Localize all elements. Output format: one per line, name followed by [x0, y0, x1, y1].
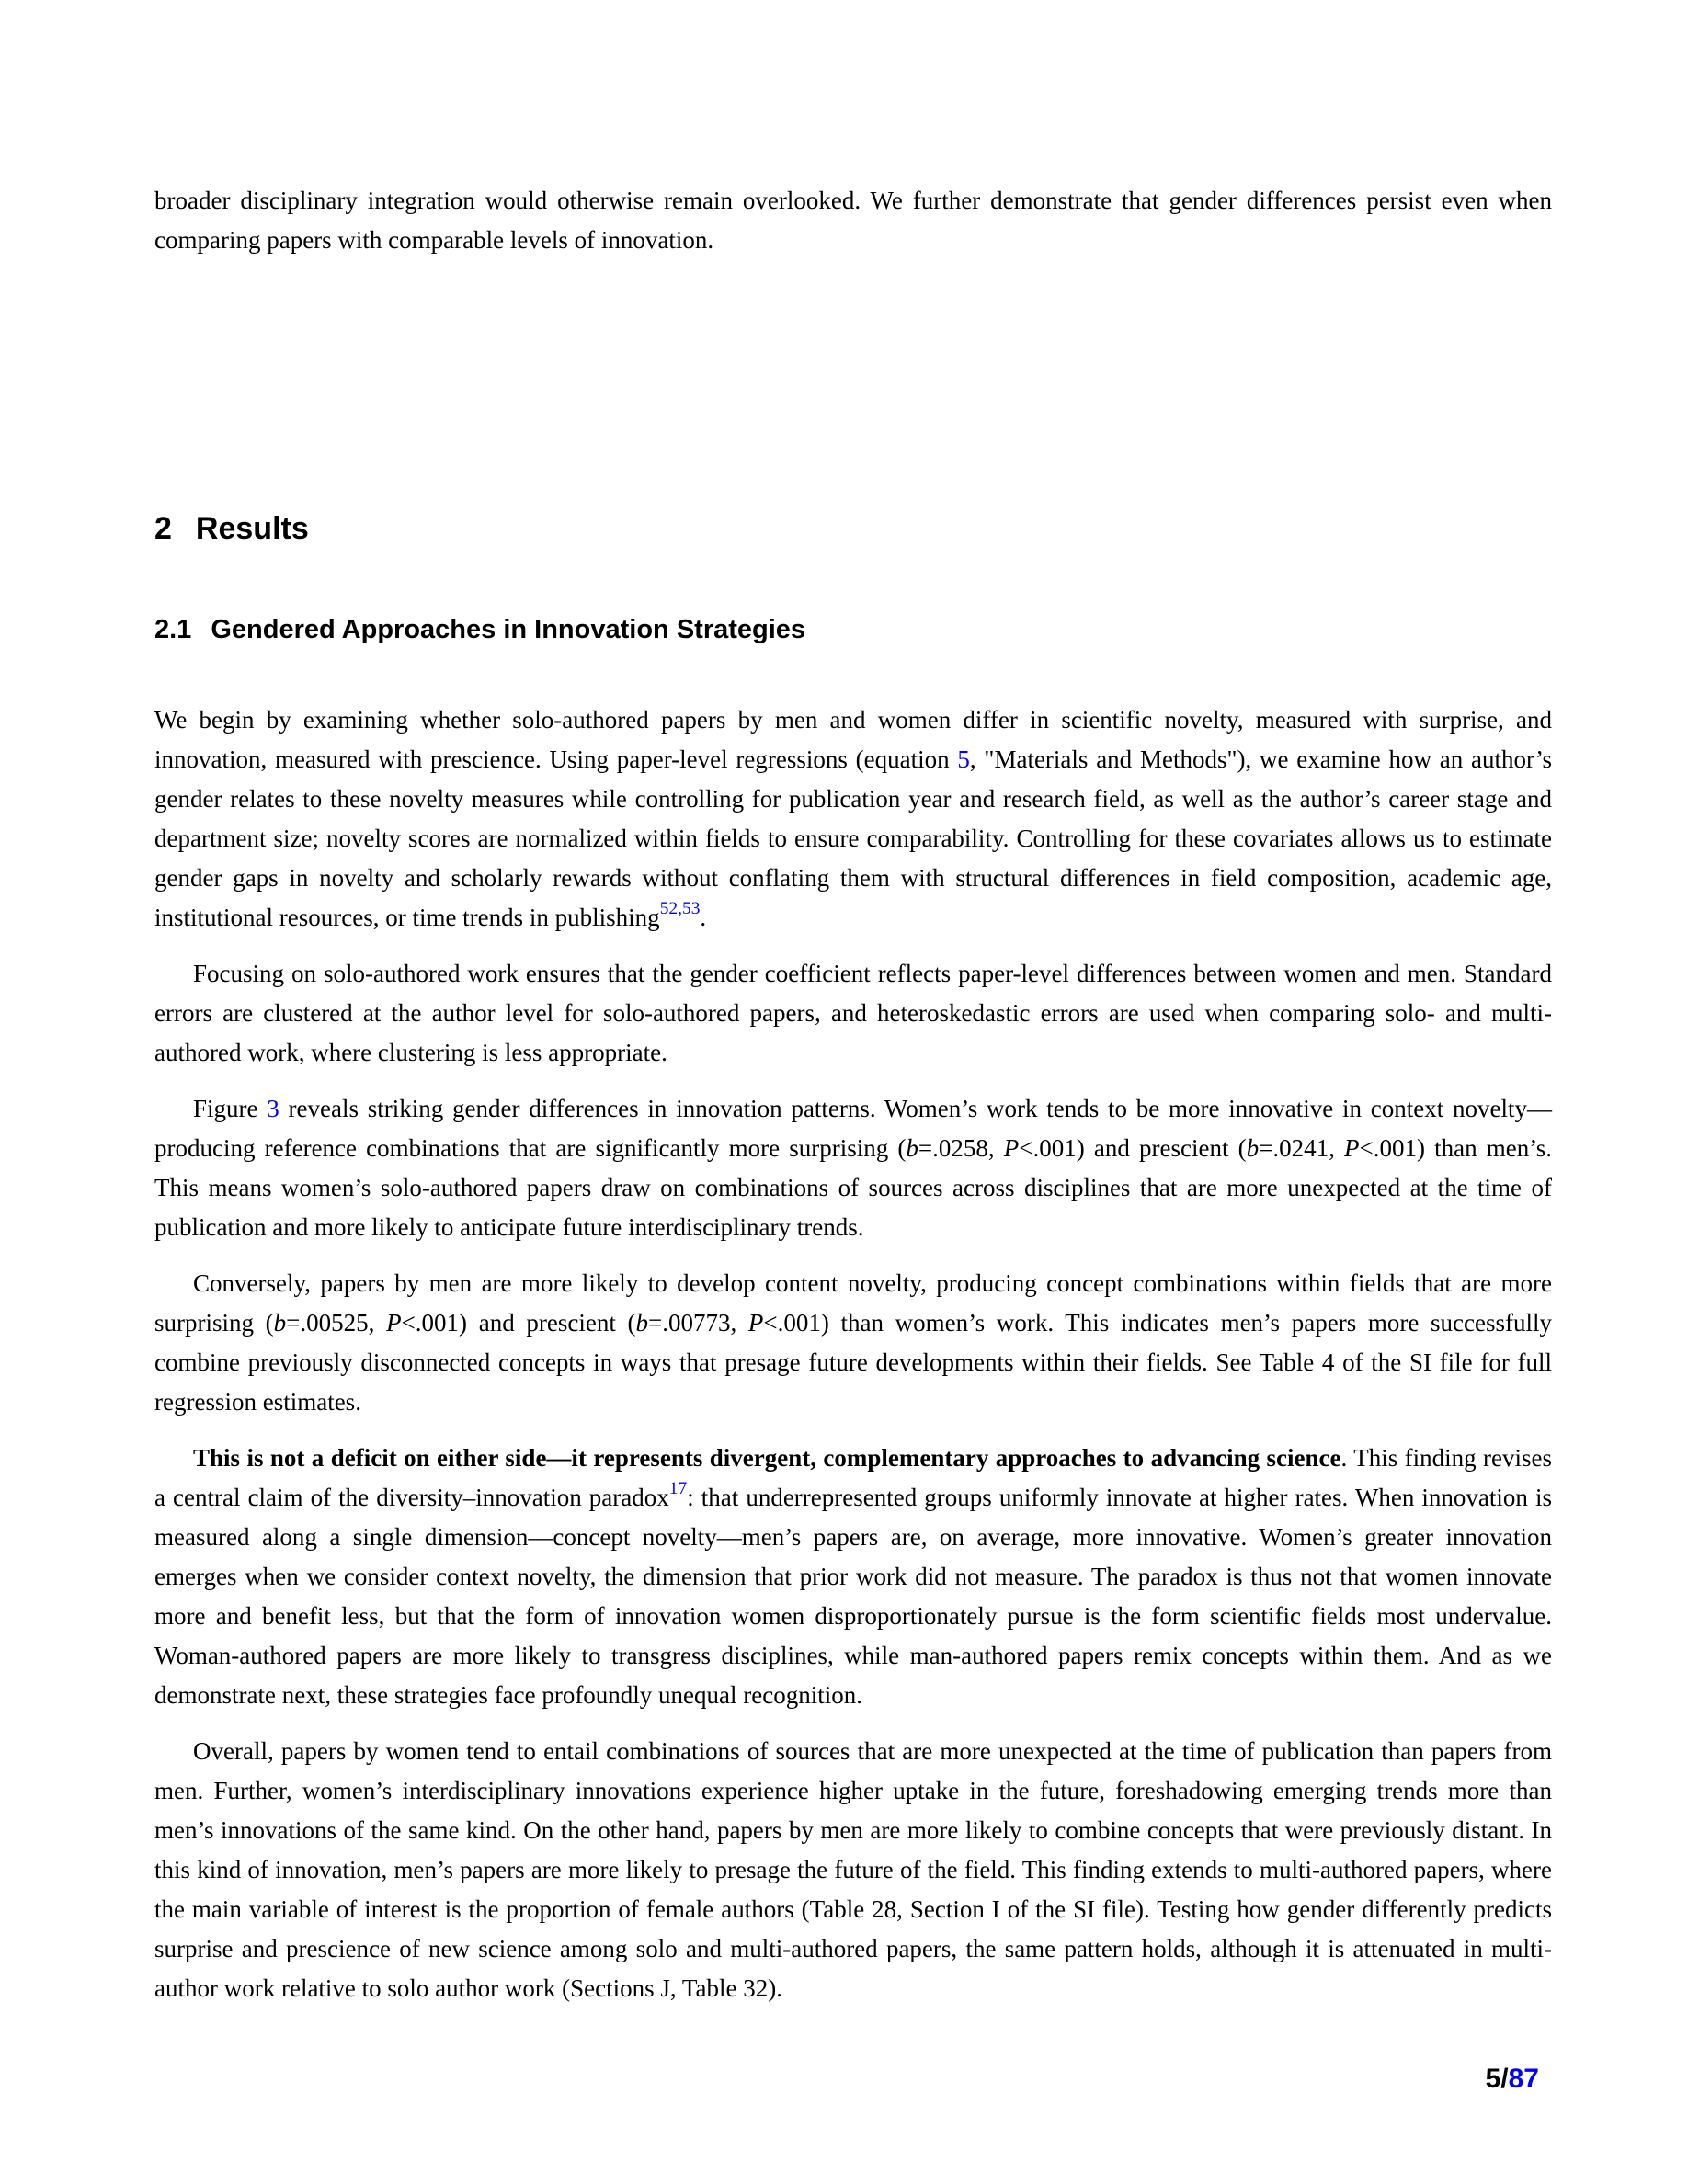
- equation-ref-link[interactable]: 5: [957, 745, 970, 773]
- italic-text: P: [386, 1309, 402, 1337]
- text-run: Figure: [193, 1095, 268, 1122]
- citation-link[interactable]: 17: [668, 1479, 688, 1499]
- text-run: : that underrepresented groups uniformly innovate at higher rates. When innovation is measured along a single dimension—concept novelty—men’s papers are, on average, more innovative. Women’s greater innovation emerges when we consider context novelty, the dimension that prior work did not measure. The paradox is thus not that women innovate more and benefit less, but that the form of innovation women disproportionately pursue is the form scientific fields most undervalue. Woman-authored papers are more likely to transgress disciplines, while man-authored papers remix concepts within them. And as we demonstrate next, these strategies face profoundly unequal recognition.: [154, 1484, 1552, 1709]
- text-run: We begin by examining whether solo-authored papers by men and women differ in scientific novelty, measured with surprise, and innovation, measured with prescience. Using paper-level regressions (equation: [154, 706, 1552, 773]
- text-run: Overall, papers by women tend to entail combinations of sources that are more unexpected at the time of publication than papers from men. Further, women’s interdisciplinary innovations experience higher uptake in the future, foreshadowing emerging trends more than men’s innovations of the same kind. On the other hand, papers by men are more likely to combine concepts that were previously distant. In this kind of innovation, men’s papers are more likely to presage the future of the field. This finding extends to multi-authored papers, where the main variable of interest is the proportion of female authors (Table 28, Section I of the SI file). Testing how gender differently predicts surprise and prescience of new science among solo and multi-authored papers, the same pattern holds, although it is attenuated in multi-author work relative to solo author work (Sections J, Table 32).: [154, 1737, 1552, 2002]
- paper-page: [154, 0, 1553, 2094]
- para-divergent-approaches: [154, 1439, 1552, 1715]
- text-run: =.00773,: [647, 1309, 748, 1337]
- continued-paragraph: broader disciplinary integration would otherwise remain overlooked. We further demonstrate that gender differences persist even when comparing papers with comparable levels of innovation.: [154, 187, 1552, 254]
- section-title: Results: [195, 511, 309, 546]
- italic-text: P: [1344, 1134, 1360, 1162]
- text-run: , "Materials and Methods"), we examine how an author’s gender relates to these novelty measures while controlling for publication year and research field, as well as the author’s career stage and department size; novelty scores are normalized within fields to ensure comparability. Controlling for these covariates allows us to estimate gender gaps in novelty and scholarly rewards without conflating them with structural differences in field composition, academic age, institutional resources, or time trends in publishing: [154, 745, 1553, 931]
- page-number-current: 5: [1485, 2064, 1501, 2094]
- italic-text: b: [273, 1309, 287, 1337]
- text-run: Focusing on solo-authored work ensures that the gender coefficient reflects paper-level differences between women and men. Standard errors are clustered at the author level for solo-authored papers, and heteroskedastic errors are used when comparing solo- and multi-authored work, where clustering is less appropriate.: [154, 960, 1552, 1066]
- italic-text: P: [1003, 1134, 1020, 1162]
- text-run: =.0241,: [1259, 1134, 1344, 1162]
- italic-text: b: [1246, 1134, 1260, 1162]
- text-run: <.001) and prescient (: [1019, 1134, 1247, 1162]
- text-run: <.001) and prescient (: [401, 1309, 636, 1337]
- text-run: reveals striking gender differences in innovation patterns. Women’s work tends to be more innovative in context novelty—producing reference combinations that are significantly more surprising (: [154, 1095, 1552, 1162]
- italic-text: b: [635, 1309, 648, 1337]
- text-run: =.0258,: [918, 1134, 1004, 1162]
- page-number-total-link[interactable]: 87: [1508, 2064, 1539, 2094]
- text-run: =.00525,: [286, 1309, 387, 1337]
- figure-ref-link[interactable]: 3: [267, 1095, 279, 1122]
- text-run: <.001) than men’s. This means women’s solo-authored papers draw on combinations of sources across disciplines that are more unexpected at the time of publication and more likely to anticipate future interdisciplinary trends.: [154, 1134, 1552, 1241]
- text-run: <.001) than women’s work. This indicates men’s papers more successfully combine previously disconnected concepts in ways that presage future developments within their fields. See Table 4 of the SI file for full regression estimates.: [154, 1309, 1552, 1416]
- section-number: 2: [154, 511, 172, 546]
- body-paragraphs: [154, 700, 1552, 2008]
- text-run: .: [700, 904, 707, 931]
- page-number: [1486, 2063, 1539, 2096]
- para-men-content-novelty: [154, 1264, 1552, 1422]
- para-regression-setup: [154, 700, 1552, 938]
- section-heading: [154, 510, 1552, 547]
- subsection-number: 2.1: [154, 615, 192, 644]
- page-number-separator: /: [1500, 2064, 1509, 2094]
- text-run: . This finding revises a central claim of the diversity–innovation paradox: [154, 1444, 1553, 1511]
- subsection-heading: [154, 614, 1552, 645]
- para-error-clustering: [154, 954, 1552, 1073]
- subsection-title: Gendered Approaches in Innovation Strategies: [211, 615, 806, 644]
- text-run: Conversely, papers by men are more likely to develop content novelty, producing concept combinations within fields that are more surprising (: [154, 1269, 1552, 1337]
- italic-text: P: [747, 1309, 764, 1337]
- para-figure3-women-context-novelty: [154, 1089, 1552, 1247]
- citation-link[interactable]: 52,53: [659, 899, 701, 919]
- bold-text: This is not a deficit on either side—it represents divergent, complementary approaches to advancing science: [193, 1444, 1341, 1472]
- para-overall-summary: [154, 1732, 1552, 2008]
- italic-text: b: [906, 1134, 918, 1162]
